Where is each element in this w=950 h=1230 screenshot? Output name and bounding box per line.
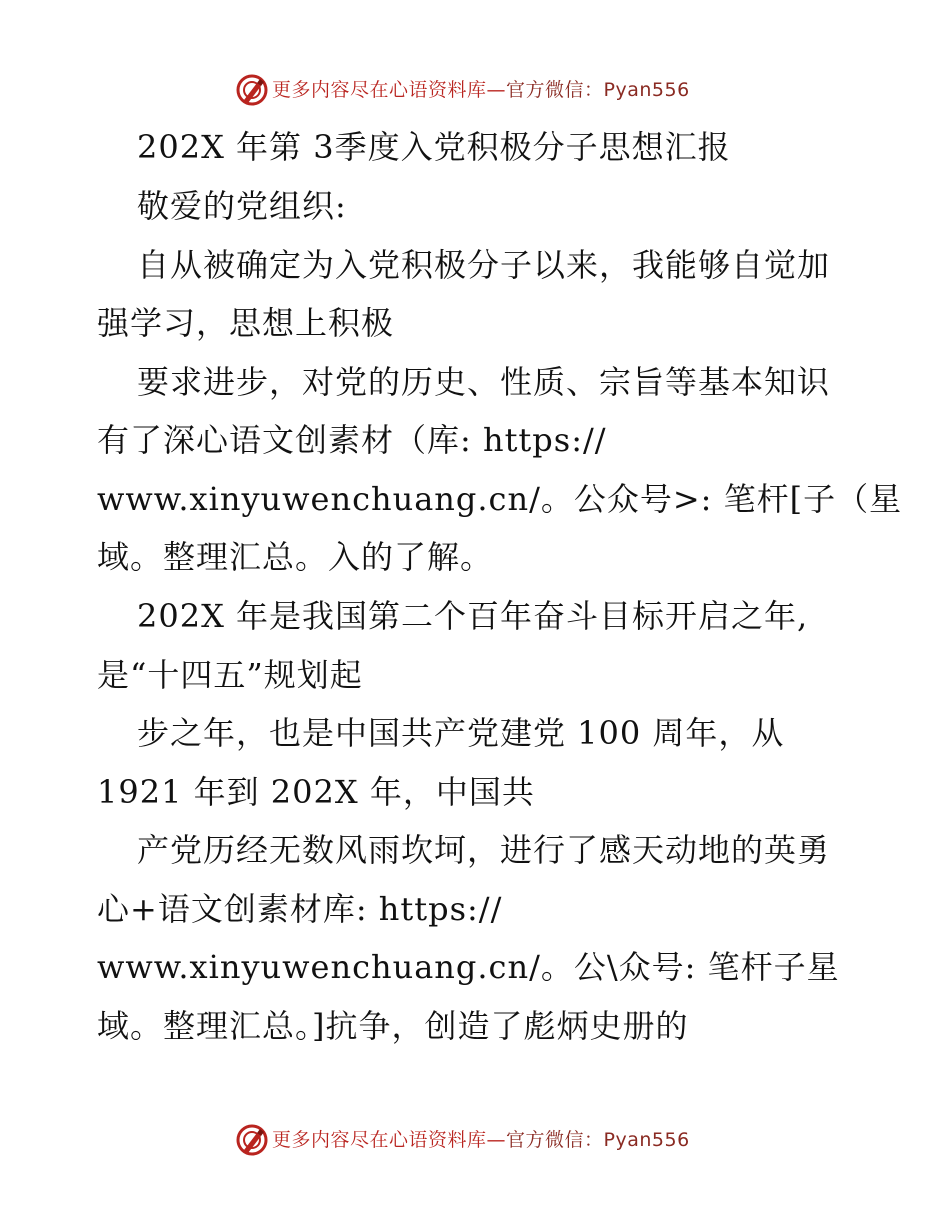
document-line: 产党历经无数风雨坎坷，进行了感天动地的英勇: [137, 831, 831, 869]
document-line: 步之年，也是中国共产党建党 100 周年，从: [137, 714, 785, 752]
pen-logo-icon: [235, 73, 269, 107]
document-line: 域。整理汇总。]抗争，创造了彪炳史册的: [97, 1007, 689, 1045]
footer-promo-main: 更多内容尽在心语资料库—: [272, 1129, 507, 1151]
document-line: 202X 年是我国第二个百年奋斗目标开启之年,: [137, 597, 809, 635]
document-line: 1921 年到 202X 年，中国共: [97, 773, 535, 811]
footer-banner: [0, 1120, 950, 1160]
document-line: www.xinyuwenchuang.cn/。公\众号: 笔杆子星: [97, 948, 840, 986]
document-line: 是“十四五”规划起: [97, 656, 363, 694]
header-banner: [0, 70, 950, 110]
header-promo-text: [272, 78, 690, 102]
document-title: 202X 年第 3季度入党积极分子思想汇报: [137, 128, 731, 166]
document-line: www.xinyuwenchuang.cn/。公众号>: 笔杆[子（星: [97, 480, 903, 518]
document-line: 有了深心语文创素材（库: https://: [97, 421, 607, 459]
footer-wechat-text: 官方微信：Pyan556: [506, 1129, 690, 1151]
header-promo-main: 更多内容尽在心语资料库—: [272, 79, 507, 101]
document-line: 要求进步，对党的历史、性质、宗旨等基本知识: [137, 363, 831, 401]
document-line: 心+语文创素材库: https://: [97, 890, 503, 928]
pen-logo-icon: [235, 1123, 269, 1157]
document-line: 域。整理汇总。入的了解。: [97, 538, 494, 576]
header-wechat-text: 官方微信：Pyan556: [506, 79, 690, 101]
document-line: 强学习，思想上积极: [97, 304, 395, 342]
document-line: 敬爱的党组织:: [137, 187, 347, 225]
document-line: 自从被确定为入党积极分子以来，我能够自觉加: [137, 246, 831, 284]
footer-promo-text: [272, 1128, 690, 1152]
